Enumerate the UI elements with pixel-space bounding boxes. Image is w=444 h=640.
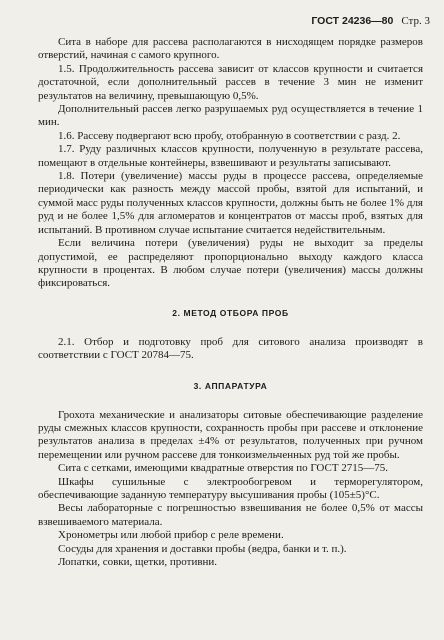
paragraph-screens: Грохота механические и анализаторы ситовые обеспечивающие разделение руды смежных классов крупности, сохранность пробы при рассеве и отклонение результатов анализа в пределах ±4% от результатов, полученных при ручном перемещении или ручном рассеве для тонкоизмельченных руд той же пробы. — [38, 408, 423, 461]
section-1-continued — [38, 36, 423, 291]
section-2-heading: 2. МЕТОД ОТБОРА ПРОБ — [172, 307, 289, 318]
paragraph-1-8: 1.8. Потери (увеличение) массы руды в процессе рассева, определяемые периодически как разность между массой пробы, взятой для испытаний, и суммой масс руды полученных классов крупности, должны быть не более 1% для руд и не более 1,5% для агломератов и концентратов от массы проб, взятых для испытаний. В противном случае испытание считается недействительным. — [38, 170, 423, 236]
paragraph-vessels: Сосуды для хранения и доставки пробы (ведра, банки и т. п.). — [58, 542, 347, 555]
standard-number: ГОСТ 24236—80 — [311, 15, 394, 27]
paragraph-2-1: 2.1. Отбор и подготовку проб для ситового анализа производят в соответствии с ГОСТ 20784—75. — [38, 335, 423, 362]
paragraph-sieves: Сита с сетками, имеющими квадратные отверстия по ГОСТ 2715—75. — [58, 462, 389, 475]
page-header — [0, 15, 430, 28]
section-2 — [38, 336, 423, 363]
section-3-heading: 3. АППАРАТУРА — [193, 380, 268, 391]
paragraph-1-5: 1.5. Продолжительность рассева зависит от классов крупности и считается достаточной, если дополнительный рассев в течение 3 мин не изменит результатов на величину, превышающую 0,5%. — [38, 62, 423, 102]
paragraph-loss-distribution: Если величина потери (увеличения) руды не выходит за пределы допустимой, ее распределяют пропорционально выходу каждого класса крупности в процентах. В любом случае потери (увеличения) массы должны фиксироваться. — [38, 237, 423, 290]
paragraph-drying-cabinets: Шкафы сушильные с электрообогревом и терморегулятором, обеспечивающие заданную температуру высушивания пробы (105±5)°С. — [38, 475, 423, 501]
paragraph-1-6: 1.6. Рассеву подвергают всю пробу, отобранную в соответствии с разд. 2. — [58, 129, 401, 142]
document-body — [38, 36, 423, 569]
paragraph-tools: Лопатки, совки, щетки, противни. — [58, 556, 218, 568]
paragraph-chronometers: Хронометры или любой прибор с реле времени. — [58, 529, 284, 542]
paragraph-scales: Весы лабораторные с погрешностью взвешивания не более 0,5% от массы взвешиваемого материала. — [38, 502, 423, 528]
paragraph-sieve-order: Сита в наборе для рассева располагаются в нисходящем порядке размеров отверстий, начиная с самого крупного. — [38, 36, 423, 62]
section-3 — [38, 409, 423, 570]
page-word: Стр. — [401, 15, 422, 27]
paragraph-1-7: 1.7. Руду различных классов крупности, полученную в результате рассева, помещают в отдельные контейнеры, взвешивают и результаты записывают. — [38, 143, 423, 169]
page-number: 3 — [424, 15, 430, 27]
paragraph-additional-sieving: Дополнительный рассев легко разрушаемых руд осуществляется в течение 1 мин. — [38, 103, 423, 129]
